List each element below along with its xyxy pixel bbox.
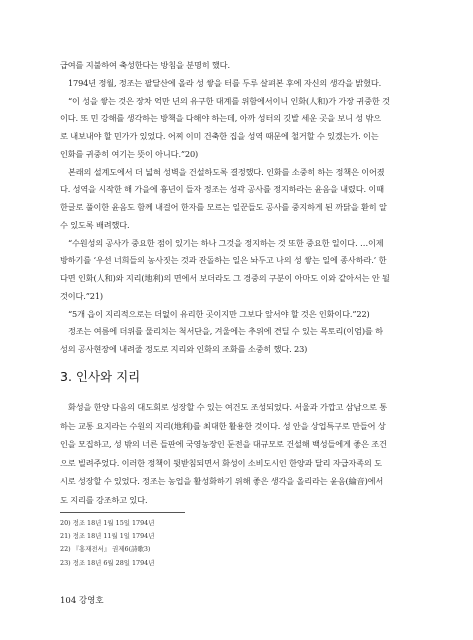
text-line: “수원성의 공사가 중요한 점이 있기는 하나 그것을 정지하는 것 또한 중요한 일이다. …이제 — [68, 237, 384, 248]
text-line: 급여를 지불하여 축성한다는 방침을 분명히 했다. — [60, 60, 230, 70]
text-line: “이 성을 쌓는 것은 장차 억만 년의 유구한 대계를 위함에서이니 인화(人和)가 가장 귀중한 것 — [68, 95, 390, 106]
text-line: 으로 빌려주었다. 이러한 정책이 뒷받침되면서 화성이 소비도시인 한양과 달리 자급자족의 도 — [60, 457, 382, 468]
body-text-bottom — [60, 402, 422, 505]
text-line: 인을 모집하고, 성 밖의 너른 들판에 국영농장인 둔전을 대규모로 건설해 백성들에게 좋은 조건 — [60, 439, 387, 450]
section-heading: 3. 인사와 지리 — [60, 369, 141, 384]
text-line: 로 내보내야 할 민가가 있었다. 어찌 이미 건축한 집을 성역 때문에 철거할 수 있겠는가. 이는 — [60, 131, 379, 141]
body-text-top — [60, 60, 422, 354]
text-line: 시로 성장할 수 있었다. 정조는 농업을 활성화하기 위해 좋은 생각을 올리라는 윤음(綸音)에서 — [60, 476, 384, 487]
text-line: 화성을 한양 다음의 대도회로 성장할 수 있는 여건도 조성되었다. 서울과 가깝고 삼남으로 통 — [68, 402, 387, 412]
text-line: 것이다.”21) — [60, 290, 103, 301]
footnote: 23) 정조 18년 6월 28일 1794년 — [60, 558, 155, 567]
page-number: 104 강영호 — [60, 596, 104, 606]
text-line: 수 있도록 배려했다. — [60, 219, 130, 230]
text-line: 다면 인화(人和)와 지리(地利)의 면에서 보더라도 그 경중의 구분이 아마도 이와 같아서는 안 될 — [60, 273, 390, 283]
text-line: “5개 읍이 지리적으로는 더없이 유리한 곳이지만 그보다 앞서야 할 것은 인화이다.”22) — [68, 308, 370, 319]
text-line: 본래의 설계도에서 더 넓혀 성벽을 건설하도록 결정했다. 인화를 소중히 하는 정책은 이어졌 — [68, 166, 385, 177]
footnote: 22) 『홍재전서』 권제6(詩歌3) — [60, 545, 151, 554]
text-line: 이다. 또 민 강해를 생각하는 방책을 다해야 하는데, 아까 성터의 깃발 세운 곳을 보니 성 밖으 — [60, 113, 382, 124]
text-line: 한글로 풀이한 윤음도 함께 내걸어 한자를 모르는 일꾼들도 공사를 중지하게 된 까닭을 환히 알 — [60, 202, 387, 212]
text-line: 1794년 정월, 정조는 팔달산에 올라 성 쌓을 터를 두루 살펴본 후에 자신의 생각을 밝혔다. — [68, 77, 382, 88]
footnote-divider — [60, 512, 185, 513]
footnote: 21) 정조 18년 11월 1일 1794년 — [60, 532, 155, 541]
text-line: 정조는 여름에 더위를 물리치는 척서단을, 겨울에는 추위에 견딜 수 있는 목토리(이엄)를 하 — [68, 326, 383, 337]
footnote: 20) 정조 18년 1월 15일 1794년 — [60, 519, 155, 527]
text-line: 다. 성역을 시작한 해 가을에 흉년이 들자 정조는 성곽 공사를 정지하라는 윤음을 내렸다. 이때 — [60, 184, 384, 195]
text-line: 성의 공사현장에 내려줄 정도로 지리와 인화의 조화를 소중히 했다. 23) — [60, 344, 308, 354]
text-line: 인화를 귀중히 여기는 뜻이 아니다.”20) — [60, 148, 199, 159]
text-line: 하는 교통 요지라는 수원의 지리(地利)를 최대한 활용한 것이다. 성 안을 상업특구로 만들어 상 — [60, 420, 386, 431]
text-line: 방하기를 ‘우선 너희들의 농사짓는 것과 잔돌하는 일은 놔두고 나의 성 쌓는 일에 종사하라.’ 한 — [60, 255, 387, 266]
text-line: 도 지리를 강조하고 있다. — [60, 495, 148, 505]
